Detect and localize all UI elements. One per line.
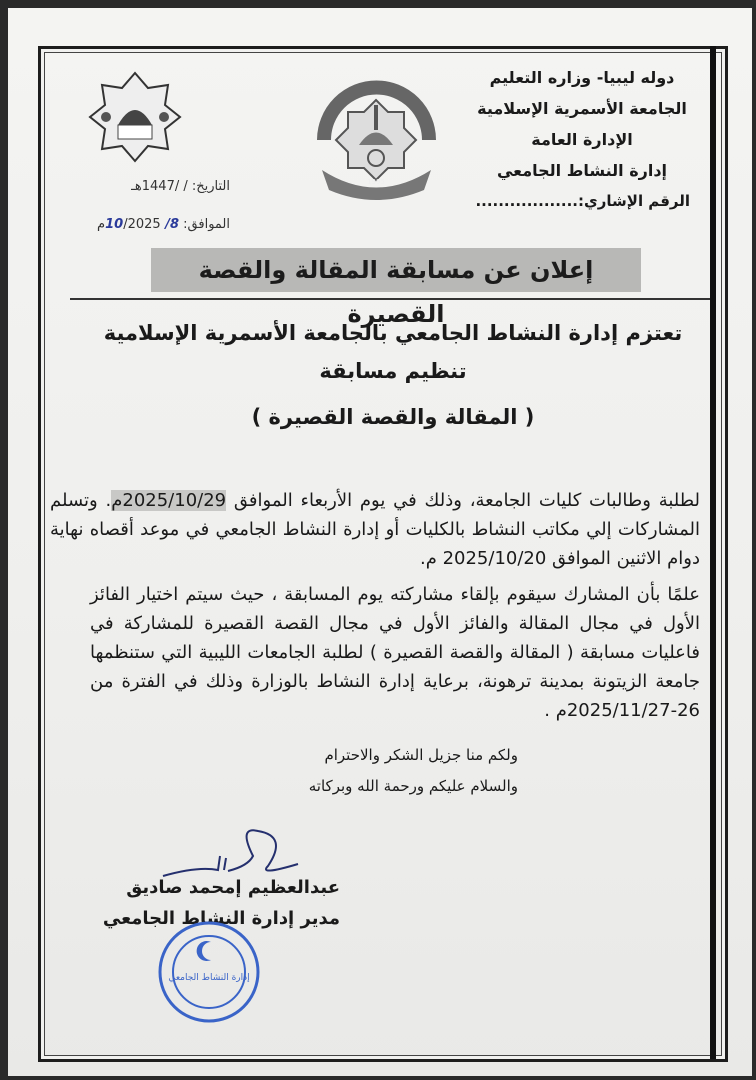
- heading-line: تعتزم إدارة النشاط الجامعي بالجامعة الأسمرية الإسلامية: [103, 321, 683, 345]
- heading-line: تنظيم مسابقة: [319, 359, 467, 383]
- handwritten-date: 8/ 10: [105, 217, 179, 232]
- closing: [238, 740, 518, 802]
- letterhead-line: إدارة النشاط الجامعي: [496, 161, 668, 180]
- closing-line: ولكم منا جزيل الشكر والاحترام: [324, 746, 518, 764]
- headings: [68, 314, 718, 436]
- letterhead-line: الإدارة العامة: [531, 130, 633, 149]
- announcement-title: إعلان عن مسابقة المقالة والقصة القصيرة: [151, 248, 641, 292]
- closing-line: والسلام عليكم ورحمة الله وبركاته: [308, 777, 518, 795]
- date-block: [70, 168, 230, 244]
- signatory-name: عبدالعظيم إمحمد صاديق: [126, 877, 340, 898]
- official-stamp: [156, 920, 262, 1024]
- reference-number: الرقم الإشاري:..................: [475, 192, 690, 210]
- paragraph-2: علمًا بأن المشارك سيقوم بإلقاء مشاركته يوم المسابقة ، حيث سيتم اختيار الفائز الأول في مجال المقالة والفائز الأول في مجال القصة القصيرة للمشاركة في فاعليات مسابقة ( المقالة والقصة القصيرة ) لطلبة الجامعات الليبية التي ستنظمها جامعة الزيتونة بمدينة ترهونة، برعاية إدارة النشاط بالوزارة وذلك في الفترة من 26-2025/11/27م .: [90, 584, 700, 721]
- heading-line: ( المقالة والقصة القصيرة ): [251, 405, 535, 429]
- hijri-date: التاريخ: / /1447هـ: [131, 179, 230, 194]
- stamp-text: إدارة النشاط الجامعي: [168, 973, 250, 983]
- paragraph-text: . وتسلم المشاركات إلي مكاتب النشاط بالكليات أو إدارة النشاط الجامعي في موعد أقصاه نهاية دوام الاثنين الموافق 2025/10/20 م.: [50, 490, 700, 569]
- letterhead: [462, 62, 702, 217]
- page-border-shadow: [710, 46, 716, 1059]
- document-page: [8, 8, 752, 1076]
- paragraph-1: [50, 486, 700, 573]
- letterhead-line: الجامعة الأسمرية الإسلامية: [477, 99, 687, 118]
- university-logo: [304, 70, 449, 205]
- signatory-role: مدير إدارة النشاط الجامعي: [102, 908, 340, 929]
- activity-logo: [88, 70, 183, 165]
- gregorian-date: [70, 206, 230, 244]
- paragraph-text: لطلبة وطالبات كليات الجامعة، وذلك في يوم الأربعاء الموافق: [226, 490, 700, 511]
- logo-year: 1995: [367, 178, 385, 186]
- date-year: /2025م: [97, 217, 161, 232]
- date-label: الموافق:: [183, 217, 230, 232]
- letterhead-line: دوله ليبيا- وزاره التعليم: [489, 68, 675, 87]
- divider: [70, 298, 710, 300]
- highlighted-date: 2025/10/29م: [111, 490, 227, 511]
